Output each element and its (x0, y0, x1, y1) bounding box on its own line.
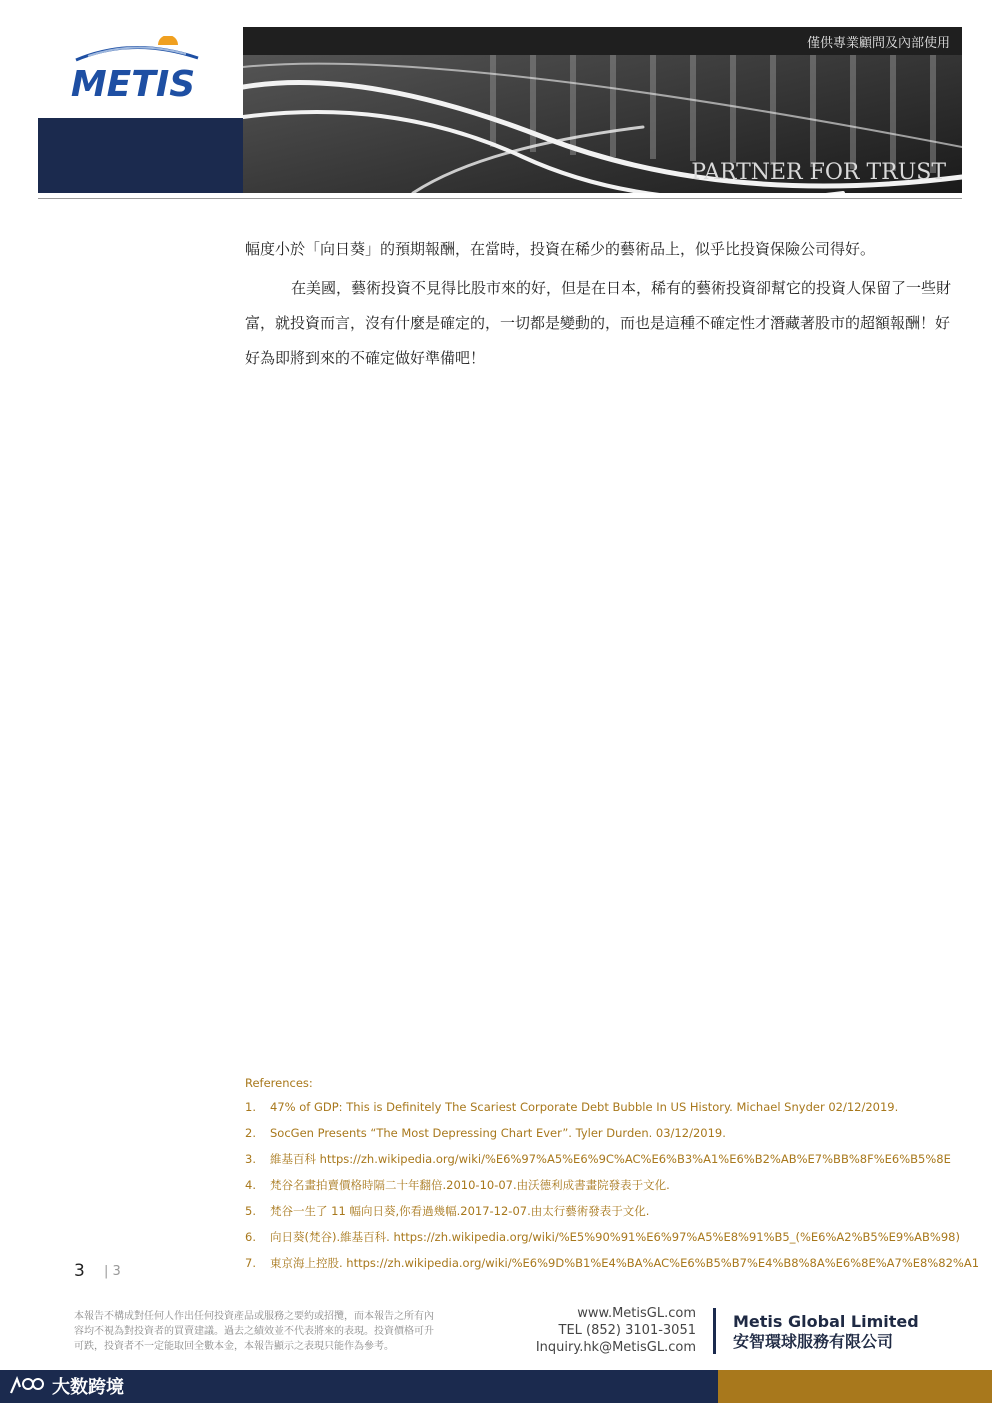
reference-item (245, 1124, 945, 1150)
reference-item (245, 1150, 951, 1176)
metis-logo (58, 36, 208, 106)
references-section (245, 1076, 980, 1280)
internal-use-notice: 僅供專業顧問及內部使用 (806, 36, 950, 51)
disclaimer-line: 本報告不構成對任何人作出任何投資產品或服務之要約或招攬，而本報告之所有內 (74, 1311, 434, 1322)
reference-item (245, 1202, 945, 1228)
header-divider (38, 198, 962, 199)
header-banner (243, 27, 962, 193)
footer-divider (713, 1308, 716, 1354)
company-name (733, 1312, 919, 1352)
paragraph: 幅度小於「向日葵」的預期報酬，在當時，投資在稀少的藝術品上，似乎比投資保險公司得好。 (245, 240, 876, 258)
reference-text[interactable]: 47% of GDP: This is Definitely The Scariest Corporate Debt Bubble In US History. Michael Snyder 02/12/2019. (270, 1100, 899, 1114)
reference-number: 5. (245, 1204, 256, 1218)
paragraph: 在美國，藝術投資不見得比股市來的好，但是在日本，稀有的藝術投資卻幫它的投資人保留了一些財富，就投資而言，沒有什麼是確定的，一切都是變動的，而也是這種不確定性才潛藏著股市的超額報酬！好好為即將到來的不確定做好準備吧！ (245, 279, 952, 367)
references-title: References: (245, 1076, 313, 1090)
reference-number: 3. (245, 1152, 256, 1166)
reference-number: 4. (245, 1178, 256, 1192)
watermark-text: 大数跨境 (52, 1377, 124, 1398)
footer-bar-gold (718, 1370, 992, 1403)
reference-number: 6. (245, 1230, 256, 1244)
reference-text[interactable]: 梵谷名畫拍賣價格時隔二十年翻倍.2010-10-07.由沃德利成書畫院發表于文化. (270, 1178, 670, 1192)
website-link[interactable]: www.MetisGL.com (577, 1306, 696, 1321)
watermark-logo-icon (8, 1375, 46, 1397)
reference-text[interactable]: 梵谷一生了 11 幅向日葵,你看過幾幅.2017-12-07.由太行藝術發表于文化. (270, 1204, 650, 1218)
reference-number: 1. (245, 1100, 256, 1114)
reference-item (245, 1176, 945, 1202)
page-total: | 3 (104, 1264, 121, 1279)
tagline: PARTNER FOR TRUST (691, 160, 946, 185)
reference-item (245, 1098, 945, 1124)
email-link[interactable]: Inquiry.hk@MetisGL.com (535, 1340, 696, 1355)
logo-wordmark: METIS (70, 64, 196, 105)
page-number: 3 (74, 1261, 85, 1281)
reference-text[interactable]: 維基百科 https://zh.wikipedia.org/wiki/%E6%97%A5%E6%9C%AC%E6%B3%A1%E6%B2%AB%E7%BB%8F%E6%B5%8E (270, 1152, 951, 1166)
reference-text[interactable]: 東京海上控股. https://zh.wikipedia.org/wiki/%E6%9D%B1%E4%BA%AC%E6%B5%B7%E4%B8%8A%E6%8E%A7%E8%82%A1 (270, 1256, 980, 1270)
reference-item (245, 1254, 980, 1280)
company-name-zh: 安智環球服務有限公司 (733, 1332, 894, 1351)
company-name-en: Metis Global Limited (733, 1312, 919, 1331)
disclaimer-line: 可跌，投資者不一定能取回全數本金，本報告顯示之表現只能作為參考。 (74, 1341, 394, 1352)
watermark (8, 1373, 124, 1399)
reference-text[interactable]: SocGen Presents “The Most Depressing Chart Ever”. Tyler Durden. 03/12/2019. (270, 1126, 726, 1140)
article-body (245, 232, 955, 376)
references-list (245, 1098, 980, 1280)
metis-logo-icon (58, 36, 208, 106)
reference-number: 2. (245, 1126, 256, 1140)
reference-text[interactable]: 向日葵(梵谷).維基百科. https://zh.wikipedia.org/wiki/%E5%90%91%E6%97%A5%E8%91%B5_(%E6%A2%B5%E9%AB%98) (270, 1230, 960, 1244)
disclaimer (74, 1309, 504, 1354)
reference-item (245, 1228, 960, 1254)
disclaimer-line: 容均不視為對投資者的買賣建議。過去之績效並不代表將來的表現。投資價格可升 (74, 1326, 434, 1337)
reference-number: 7. (245, 1256, 256, 1270)
contact-info (500, 1305, 696, 1356)
phone-number: TEL (852) 3101-3051 (558, 1323, 696, 1338)
